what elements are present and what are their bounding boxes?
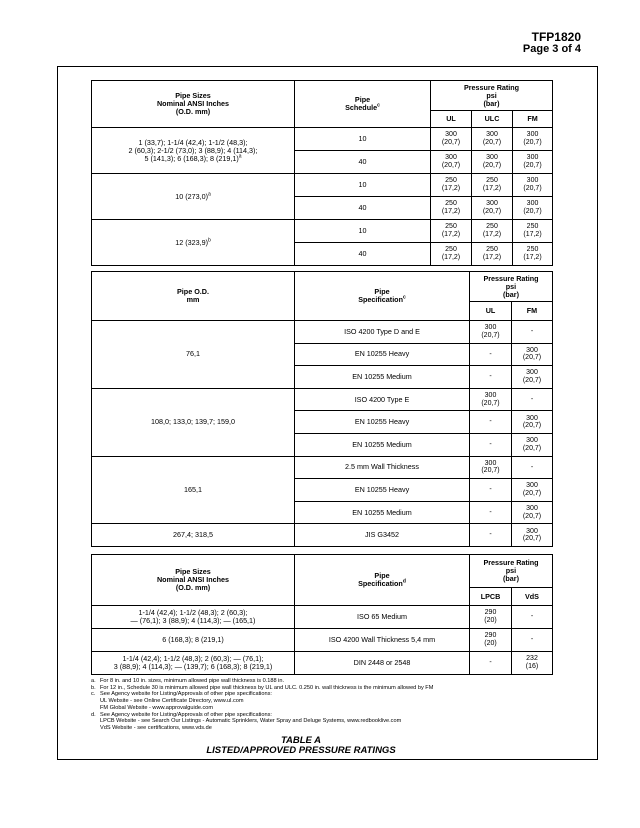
- pipe-size-text: 12 (323,9): [175, 237, 208, 247]
- footnote-ref: a: [207, 191, 211, 198]
- footnote-text: See Agency website for Listing/Approvals of other pipe specifications:: [100, 711, 272, 718]
- pipe-size-cell: [92, 220, 295, 266]
- ul-rating-cell: 300 (20,7): [431, 151, 472, 174]
- vds-rating-cell: 232 (16): [512, 652, 553, 675]
- ul-rating-cell: -: [470, 433, 512, 456]
- schedule-cell: 10: [295, 174, 431, 197]
- ul-rating-cell: -: [470, 366, 512, 389]
- footnote-key: a.: [91, 678, 96, 684]
- footnote-key: c.: [91, 691, 96, 698]
- ulc-rating-cell: 300 (20,7): [472, 151, 513, 174]
- footnote: [91, 691, 591, 698]
- footnotes: [91, 678, 591, 732]
- specification-cell: ISO 4200 Type D and E: [295, 321, 470, 344]
- footnote-text: See Agency website for Listing/Approvals of other pipe specifications:: [100, 691, 272, 698]
- ul-rating-cell: -: [470, 411, 512, 434]
- ul-rating-cell: 300 (20,7): [470, 456, 512, 479]
- pipe-size-cell: [92, 174, 295, 220]
- specification-cell: EN 10255 Heavy: [295, 343, 470, 366]
- table-caption: [91, 736, 511, 756]
- specification-cell: ISO 4200 Type E: [295, 388, 470, 411]
- fm-rating-cell: 300 (20,7): [512, 524, 553, 547]
- fm-rating-cell: 300 (20,7): [513, 151, 553, 174]
- header-lpcb: LPCB: [470, 588, 512, 606]
- header-pressure-rating: Pressure Rating psi (bar): [431, 81, 553, 111]
- fm-rating-cell: 300 (20,7): [513, 174, 553, 197]
- header-fm: FM: [512, 302, 553, 321]
- fm-rating-cell: 300 (20,7): [512, 366, 553, 389]
- header-pressure-rating: Pressure Rating psi (bar): [470, 555, 553, 588]
- footnote-text: VdS Website - see certifications, www.vds.de: [100, 724, 212, 731]
- pipe-od-cell: 165,1: [92, 456, 295, 524]
- header-ulc: ULC: [472, 111, 513, 128]
- specification-cell: ISO 65 Medium: [295, 606, 470, 629]
- fm-rating-cell: -: [512, 321, 553, 344]
- ulc-rating-cell: 250 (17,2): [472, 243, 513, 266]
- pressure-table-ansi: [91, 80, 553, 266]
- lpcb-rating-cell: 290 (20): [470, 629, 512, 652]
- fm-rating-cell: 250 (17,2): [513, 220, 553, 243]
- ul-rating-cell: 250 (17,2): [431, 174, 472, 197]
- ul-rating-cell: 300 (20,7): [470, 388, 512, 411]
- table-row: [92, 524, 553, 547]
- header-pipe-sizes: Pipe Sizes Nominal ANSI Inches (O.D. mm): [92, 555, 295, 606]
- pressure-table-lpcb-vds: [91, 554, 553, 675]
- footnote-text: LPCB Website - see Search Our Listings - Automatic Sprinklers, Water Spray and Deluge Systems, www.redbooklive.com: [100, 718, 402, 725]
- ul-rating-cell: 250 (17,2): [431, 220, 472, 243]
- fm-rating-cell: 300 (20,7): [512, 479, 553, 502]
- fm-rating-cell: 300 (20,7): [513, 197, 553, 220]
- vds-rating-cell: -: [512, 629, 553, 652]
- ul-rating-cell: -: [470, 524, 512, 547]
- footnote-key: [91, 705, 100, 712]
- schedule-cell: 10: [295, 220, 431, 243]
- pressure-table-od: [91, 271, 553, 547]
- header-ul: UL: [470, 302, 512, 321]
- specification-cell: EN 10255 Medium: [295, 433, 470, 456]
- header-pipe-sizes: Pipe Sizes Nominal ANSI Inches (O.D. mm): [92, 81, 295, 128]
- footnote-ref: a: [238, 153, 242, 160]
- footnote: [91, 718, 591, 725]
- fm-rating-cell: -: [512, 388, 553, 411]
- fm-rating-cell: 250 (17,2): [513, 243, 553, 266]
- header-pressure-rating: Pressure Rating psi (bar): [470, 272, 553, 302]
- ul-rating-cell: 250 (17,2): [431, 243, 472, 266]
- specification-cell: ISO 4200 Wall Thickness 5,4 mm: [295, 629, 470, 652]
- specification-cell: JIS G3452: [295, 524, 470, 547]
- ulc-rating-cell: 300 (20,7): [472, 128, 513, 151]
- schedule-cell: 10: [295, 128, 431, 151]
- ul-rating-cell: 300 (20,7): [431, 128, 472, 151]
- pipe-od-cell: 267,4; 318,5: [92, 524, 295, 547]
- ul-rating-cell: -: [470, 501, 512, 524]
- footnote-text: FM Global Website - www.approvalguide.com: [100, 704, 214, 711]
- lpcb-rating-cell: 290 (20): [470, 606, 512, 629]
- header-fm: FM: [513, 111, 553, 128]
- footnote-key: b.: [91, 684, 96, 691]
- schedule-cell: 40: [295, 243, 431, 266]
- footnote-ref: b: [207, 237, 211, 244]
- pipe-size-cell: 1-1/4 (42,4); 1-1/2 (48,3); 2 (60,3); — (76,1); 3 (88,9); 4 (114,3); — (139,7); 6 (168,3); 8 (219,1): [92, 652, 295, 675]
- specification-cell: EN 10255 Medium: [295, 366, 470, 389]
- footnote-key: [91, 725, 100, 732]
- footnote: [91, 725, 591, 732]
- table-row: [92, 606, 553, 629]
- schedule-cell: 40: [295, 151, 431, 174]
- footnote-text: For 12 in., Schedule 30 is minimum allowed pipe wall thickness by UL and ULC. 0.250 in. wall thickness is the minimum allowed by FM: [100, 684, 434, 691]
- table-row: [92, 174, 553, 197]
- fm-rating-cell: 300 (20,7): [512, 411, 553, 434]
- pipe-od-cell: 76,1: [92, 321, 295, 389]
- table-row: [92, 388, 553, 411]
- pipe-size-cell: 1-1/4 (42,4); 1-1/2 (48,3); 2 (60,3); — (76,1); 3 (88,9); 4 (114,3); — (165,1): [92, 606, 295, 629]
- header-pipe-specification: Pipe Specification$^c$: [295, 272, 470, 321]
- table-row: [92, 456, 553, 479]
- caption-subtitle: LISTED/APPROVED PRESSURE RATINGS: [206, 745, 396, 756]
- caption-title: TABLE A: [280, 735, 322, 746]
- document-id: TFP1820: [531, 30, 581, 44]
- specification-cell: 2.5 mm Wall Thickness: [295, 456, 470, 479]
- footnote: [91, 698, 591, 705]
- pipe-size-text: 1 (33,7); 1-1/4 (42,4); 1-1/2 (48,3); 2 (60,3); 2-1/2 (73,0); 3 (88,9); 4 (114,3); 5 (141,3); 6 (168,3); 8 (219,1): [128, 137, 258, 163]
- ulc-rating-cell: 250 (17,2): [472, 174, 513, 197]
- pipe-od-cell: 108,0; 133,0; 139,7; 159,0: [92, 388, 295, 456]
- footnote: [91, 685, 591, 692]
- ul-rating-cell: 250 (17,2): [431, 197, 472, 220]
- ulc-rating-cell: 250 (17,2): [472, 220, 513, 243]
- header-pipe-od: Pipe O.D. mm: [92, 272, 295, 321]
- fm-rating-cell: 300 (20,7): [513, 128, 553, 151]
- footnote-text: For 8 in. and 10 in. sizes, minimum allowed pipe wall thickness is 0.188 in.: [100, 678, 285, 684]
- pipe-size-cell: 6 (168,3); 8 (219,1): [92, 629, 295, 652]
- header-ul: UL: [431, 111, 472, 128]
- ul-rating-cell: -: [470, 479, 512, 502]
- fm-rating-cell: -: [512, 456, 553, 479]
- footnote-text: UL Website - see Online Certificate Directory, www.ul.com: [100, 698, 244, 705]
- footnote: [91, 712, 591, 719]
- table-row: [92, 128, 553, 151]
- fm-rating-cell: 300 (20,7): [512, 501, 553, 524]
- table-row: [92, 629, 553, 652]
- page-number: Page 3 of 4: [522, 43, 581, 55]
- fm-rating-cell: 300 (20,7): [512, 433, 553, 456]
- footnote: [91, 705, 591, 712]
- ulc-rating-cell: 300 (20,7): [472, 197, 513, 220]
- specification-cell: EN 10255 Medium: [295, 501, 470, 524]
- footnote: [91, 678, 591, 685]
- pipe-size-text: 10 (273,0): [175, 191, 208, 201]
- vds-rating-cell: -: [512, 606, 553, 629]
- table-row: [92, 220, 553, 243]
- header-pipe-schedule: Pipe Schedule$^c$: [295, 81, 431, 128]
- footnote-key: [91, 718, 100, 725]
- ul-rating-cell: -: [470, 343, 512, 366]
- lpcb-rating-cell: -: [470, 652, 512, 675]
- specification-cell: EN 10255 Heavy: [295, 411, 470, 434]
- ul-rating-cell: 300 (20,7): [470, 321, 512, 344]
- header-vds: VdS: [512, 588, 553, 606]
- table-row: [92, 652, 553, 675]
- footnote-key: [91, 698, 100, 705]
- pipe-size-cell: [92, 128, 295, 174]
- footnote-key: d.: [91, 711, 96, 718]
- fm-rating-cell: 300 (20,7): [512, 343, 553, 366]
- schedule-cell: 40: [295, 197, 431, 220]
- header-pipe-specification: Pipe Specification$^d$: [295, 555, 470, 606]
- specification-cell: EN 10255 Heavy: [295, 479, 470, 502]
- specification-cell: DIN 2448 or 2548: [295, 652, 470, 675]
- table-row: [92, 321, 553, 344]
